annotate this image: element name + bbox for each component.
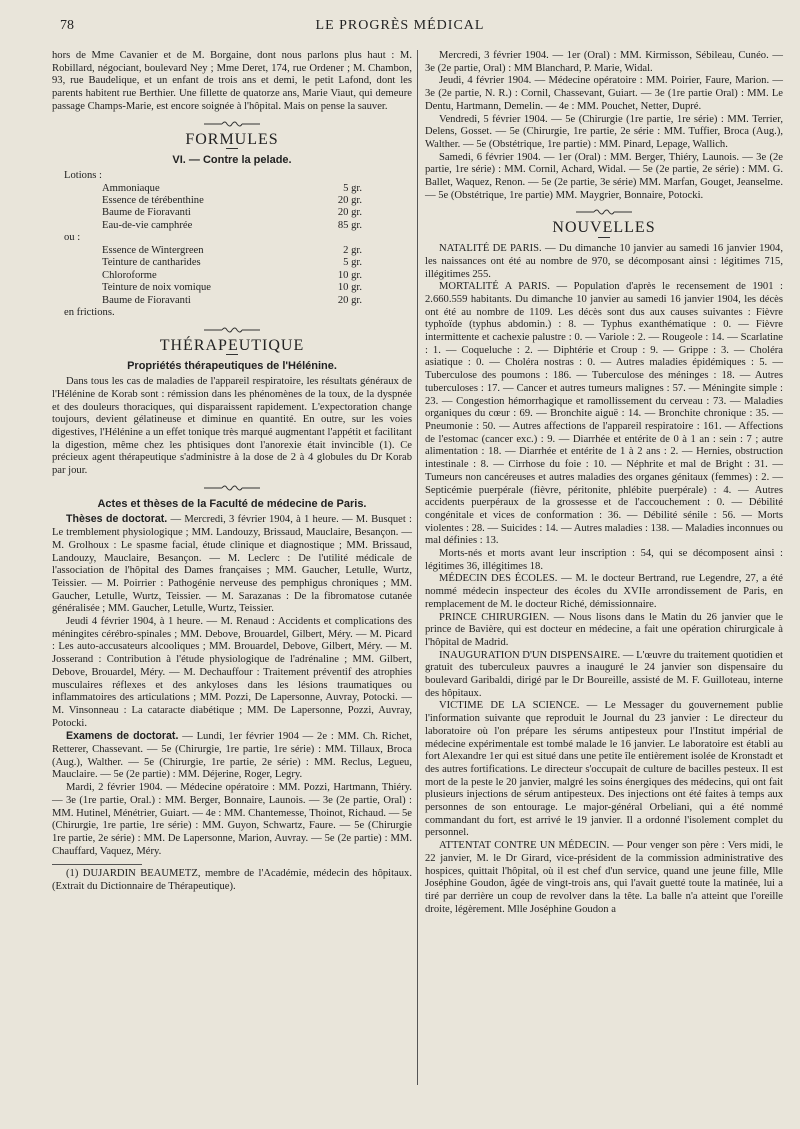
news-dispensaire: INAUGURATION D'UN DISPENSAIRE. — L'œuvre du traitement quotidien et gratuit des tuberculeux pauvres a inauguré le 24 janvier son dispensaire du boulevard Garibaldi, dirigé par le Dr Boureille, assisté de M. F. Guilloteau, interne des hôpitaux. — [425, 649, 783, 699]
section-heading-formules: FORMULES — [185, 130, 279, 148]
heading-rule — [226, 148, 238, 149]
formula-row: Teinture de cantharides 5 gr. — [102, 257, 362, 269]
examens-mardi-paragraph: Mardi, 2 février 1904. — Médecine opératoire : MM. Pozzi, Hartmann, Thiéry. — 3e (1re partie, Oral.) : MM. Berger, Bonnaire, Launois. — 3e (2e partie, Oral) : MM. Hutinel, Ménétrier, Guiart. — 4e : MM. Chantemesse, Thoinot, Richaud. — 5e (Chirurgie, 1re partie, 1re série) : MM. Guyon, Schwartz, Faure. — 5e (Chirurgie 1re partie, 2e série) : MM. De Lapersonne, Marion, Auvray. — 5e (2e partie) : MM. Chauffard, Vaquez, Méry. — [52, 782, 412, 857]
formula-row: Baume de Fioravanti 20 gr. — [102, 294, 362, 306]
formula-table-1 — [102, 183, 362, 233]
page-header — [60, 14, 740, 38]
formula-row: Eau-de-vie camphrée 85 gr. — [102, 219, 362, 231]
examens-samedi: Samedi, 6 février 1904. — 1er (Oral) : MM. Berger, Thiéry, Launois. — 3e (2e partie, 1re série) : MM. Cornil, Achard, Widal. — 5e (2e partie, 2e série) : MM. G. Ballet, Waquez, Renon. — 5e (2e partie, 3e série) MM. Marfan, Gouget, Jeanselme. — 5e (Obstétrique, 1re partie) MM. Maygrier, Bonnaire, Potocki. — [425, 151, 783, 201]
news-continuation: hors de Mme Cavanier et de M. Borgaine, dont nous parlons plus haut : M. Robillard, négociant, boulevard Ney ; Mme Deret, 174, rue Ordener ; M. Chambon, 93, rue Baudelique, et un enfant de trois ans et demi, le petit Lafond, dont les parents habitent rue Berthier. Une fillette de quatorze ans, Marie Viaut, qui demeure passage Champs-Marie, est encore soignée à l'hôpital. Mais on pense la sauver. — [52, 50, 412, 112]
examens-vendredi: Vendredi, 5 février 1904. — 5e (Chirurgie (1re partie, 1re série) : MM. Terrier, Delens, Gosset. — 5e (Chirurgie, 1re partie, 2e série : MM. Tuffier, Broca (Aug.), Walther. — 5e (Obstétrique, 1re partie) : MM. Pinard, Lepage, Wallich. — [425, 113, 783, 150]
examens-mercredi: Mercredi, 3 février 1904. — 1er (Oral) : MM. Kirmisson, Sébileau, Cunéo. — 3e (2e partie, Oral) : MM Blanchard, P. Marie, Widal. — [425, 50, 783, 74]
formula-row: Ammoniaque 5 gr. — [102, 182, 362, 194]
formula-row: Baume de Fioravanti 20 gr. — [102, 207, 362, 219]
right-column — [425, 50, 783, 916]
subheading-actes: Actes et thèses de la Faculté de médecine de Paris. — [97, 497, 367, 510]
frictions-note: en frictions. — [64, 306, 115, 318]
formula-row: Chloroforme 10 gr. — [102, 269, 362, 281]
ornament-divider — [52, 325, 412, 337]
formula-row: Essence de Wintergreen 2 gr. — [102, 244, 362, 256]
ou-label: ou : — [64, 232, 81, 244]
footnote-rule — [52, 864, 142, 865]
left-column — [52, 50, 412, 894]
ornament-divider — [52, 483, 412, 495]
column-divider — [417, 50, 418, 1085]
theses-paragraph: Thèses de doctorat. — Mercredi, 3 février 1904, à 1 heure. — M. Busquet : Le tremblement physiologique ; MM. Landouzy, Brissaud, Mauclaire, Besançon. — M. Grolhoux : Le spasme facial, étude clinique et diagnostique ; MM. Brissaud, Landouzy, Mauclaire, Besançon. — M. Leclerc : De l'utilité médicale de l'association de l'hôpital des Dames françaises ; MM. Gaucher, Letulle, Wurtz, Teissier. — M. Poirrier : Pathogénie nerveuse des pemphigus chroniques ; MM. Gaucher, Letulle, Wurtz, Teissier. — M. Sarazanas : De la fibromatose cutanée généralisée ; MM. Gaucher, Letulle, Wurtz, Teissier. — [52, 513, 412, 615]
subheading-pelade: VI. — Contre la pelade. — [172, 154, 292, 167]
lotions-label: Lotions : — [64, 169, 102, 181]
section-heading-therapeutique: THÉRAPEUTIQUE — [159, 336, 305, 354]
theses-jeudi-paragraph: Jeudi 4 février 1904, à 1 heure. — M. Renaud : Accidents et complications des méningites cérébro-spinales ; MM. Debove, Brouardel, Gilbert, Méry. — M. Picard : Les auto-accusateurs alcooliques ; MM. Brouardel, Debove, Gilbert, Méry. — M. Josserand : Contribution à l'étude physiologique de l'adrénaline ; MM. Gilbert, Debove, Brouardel, Méry. — M. Dechauffour : Traitement préventif des atrophies musculaires réflexes et des ankyloses dans les lésions traumatiques ou inflammatoires des articulations ; MM. Pozzi, De Lapersonne, Auvray, Potocki. — M. Vinsonneau : La cataracte diabétique ; MM. De Lapersonne, Pozzi, Auvray, Potocki. — [52, 616, 412, 729]
formula-table-2 — [102, 245, 362, 307]
news-mortalite: MORTALITÉ A PARIS. — Population d'après le recensement de 1901 : 2.660.559 habitants. Du dimanche 10 janvier au samedi 16 janvier 1904, les décès ont été au nombre de 1109. Les décès sont dus aux causes suivantes : Fièvre typhoïde (typhus abdomin.) : 8. — Typhus exanthématique : 0. — Fièvre intermittente et cachexie palustre : 0. — Variole : 2. — Rougeole : 14. — Scarlatine : 1. — Coqueluche : 2. — Diphtérie et Croup : 9. — Grippe : 3. — Choléra asiatique : 0. — Choléra nostras : 0. — Autres maladies épidémiques : 5. — Tuberculose des poumons : 186. — Tuberculose des méninges : 18. — Autres tuberculoses : 17. — Cancer et autres tumeurs malignes : 57. — Méningite simple : 23. — Congestion hémorrhagique et ramollissement du cerveau : 73. — Maladies organiques du cœur : 69. — Bronchite aiguë : 14. — Bronchite chronique : 35. — Pneumonie : 50. — Autres affections de l'appareil respiratoire : 161. — Affections de l'estomac (cancer exc.) : 9. — Diarrhée et entérite de 0 à 1 an : sein : 7 ; autre alimentation : 18. — Diarrhée et entérite de 1 à 2 ans : 2. — Hernies, obstruction intestinale : 8. — Cirrhose du foie : 10. — Néphrite et mal de Bright : 31. — Tumeurs non cancéreuses et autres maladies des organes génitaux (femmes) : 2. — Septicémie puerpérale (fièvre, péritonite, phlébite puerpérale) : 4. — Autres accidents puerpéraux de la grossesse et de l'accouchement : 0. — Débilité congénitale et vices de conformation : 36. — Débilité sénile : 56. — Morts violentes : 28. — Suicides : 14. — Autres maladies : 138. — Maladies inconnues ou mal définies : 13. — [425, 281, 783, 547]
footnote: (1) DUJARDIN BEAUMETZ, membre de l'Académie, médecin des hôpitaux. (Extrait du Dictionnaire de Thérapeutique). — [52, 868, 412, 893]
news-attentat: ATTENTAT CONTRE UN MÉDECIN. — Pour venger son père : Vers midi, le 22 janvier, M. le Dr Girard, vice-président de la commission administrative des hospices, quittait l'hôpital, où il est chef d'un service, quand une jeune fille, Mlle Joséphine Goudon, âgée de vingt-trois ans, qui l'avait guetté toute la matinée, lui a tiré par derrière un coup de revolver dans la tête. La balle n'a atteint que l'oreille droite, légèrement. Mlle Joséphine Goudon a — [425, 840, 783, 915]
news-medecin-ecoles: MÉDECIN DES ÉCOLES. — M. le docteur Bertrand, rue Legendre, 27, a été nommé médecin inspecteur des écoles du XVIIe arrondissement de Paris, en remplacement de M. le docteur Riché, démissionnaire. — [425, 573, 783, 610]
page-number: 78 — [60, 18, 74, 33]
news-victime-science: VICTIME DE LA SCIENCE. — Le Messager du gouvernement publie l'information suivante que reproduit le Journal du 23 janvier : Le directeur du laboratoire où l'on prépare les sérums antipesteux pour l'Institut impérial de médecine expérimentale est tombé malade le 16 janvier. Le laboratoire est établi au fort Alexandre 1er qui est situé dans une petite île entièrement isolée de Kronstadt et des autres fortifications. Le directeur s'occupait de culture de bacilles pesteux. Il est mort de la peste le 20 janvier, malgré les soins énergiques des médecins, qui ont fait plusieurs injections de sérum antipesteux. Des injections ont été faites à temps aux personnes de son entourage. Le major-général Orbeliani, qui a été nommé commandant du fort, est arrivé le 19 janvier. Il a ordonné l'isolement complet du personnel. — [425, 700, 783, 839]
heading-rule — [598, 237, 610, 238]
heading-rule — [226, 354, 238, 355]
news-prince-chirurgien: PRINCE CHIRURGIEN. — Nous lisons dans le Matin du 26 janvier que le prince de Bavière, qui est docteur en médecine, a fait une opération chirurgicale à l'hôpital de Madrid. — [425, 611, 784, 648]
formula-row: Teinture de noix vomique 10 gr. — [102, 282, 362, 294]
examens-paragraph: Examens de doctorat. — Lundi, 1er février 1904 — 2e : MM. Ch. Richet, Retterer, Chassevant. — 5e (Chirurgie, 1re partie, 1re série) : MM. Tillaux, Broca (Aug.), Walther. — 5e (Chirurgie, 1re partie, 2e série) : MM. Reclus, Legueu, Mauclaire. — 5e (2e partie) : MM. Déjerine, Roger, Legry. — [52, 730, 412, 781]
examens-jeudi: Jeudi, 4 février 1904. — Médecine opératoire : MM. Poirier, Faure, Marion. — 3e (2e partie, N. R.) : Cornil, Chassevant, Guiart. — 3e (1re partie Oral) : MM. Le Dentu, Hartmann, Demelin. — 4e : MM. Pouchet, Netter, Dupré. — [425, 75, 783, 112]
helenine-paragraph: Dans tous les cas de maladies de l'appareil respiratoire, les résultats généraux de l'Hélénine de Korab sont : rémission dans les phénomènes de la toux, de la dyspnée et des douleurs thoraciques, qui disparaissent rapidement. L'expectoration change toujours, devient gélatineuse et diminue en quantité. En outre, sur les voies digestives, l'Hélénine a un effet tonique très marqué augmentant l'appétit et facilitant la digestion, même chez les phtisiques dont l'anorexie était invincible (1). Ce précieux agent thérapeutique s'administre à la dose de 2 à 4 globules du Dr Korab par jour. — [52, 376, 412, 477]
subheading-helenine: Propriétés thérapeutiques de l'Hélénine. — [127, 360, 337, 373]
news-natalite: NATALITÉ DE PARIS. — Du dimanche 10 janvier au samedi 16 janvier 1904, les naissances ont été au nombre de 970, se décomposant ainsi : légitimes 715, illégitimes 255. — [425, 243, 784, 280]
ornament-divider — [52, 119, 412, 131]
news-morts-nes: Morts-nés et morts avant leur inscription : 54, qui se décomposent ainsi : légitimes 36, illégitimes 18. — [425, 548, 783, 572]
running-title: LE PROGRÈS MÉDICAL — [315, 18, 485, 33]
formula-row: Essence de térébenthine 20 gr. — [102, 195, 362, 207]
section-heading-nouvelles: NOUVELLES — [552, 219, 656, 237]
ornament-divider — [425, 207, 783, 219]
